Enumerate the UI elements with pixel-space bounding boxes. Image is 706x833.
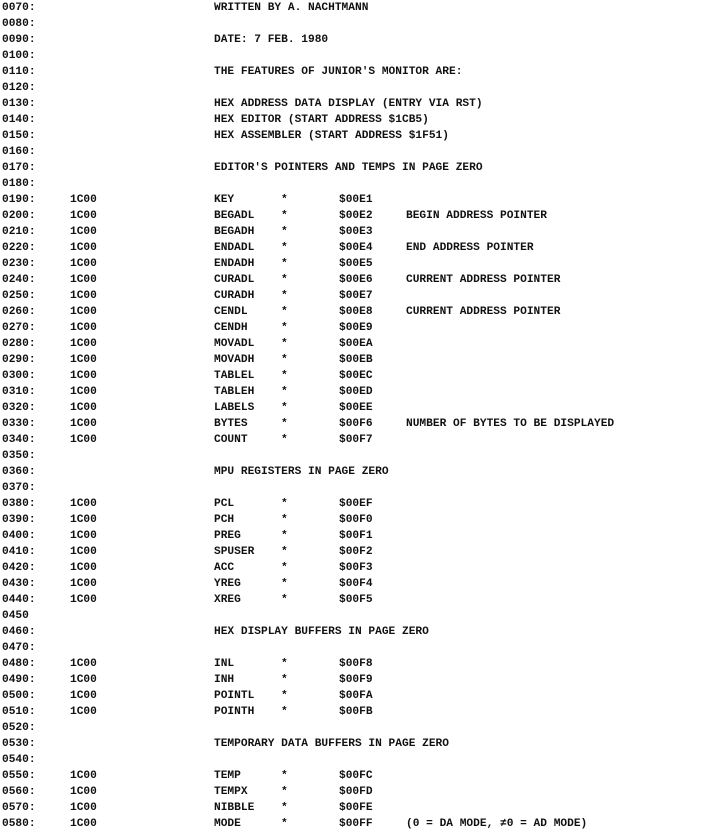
line-number: 0470: [2, 642, 36, 654]
symbol-label: XREG [214, 594, 241, 606]
load-address: 1C00 [70, 242, 97, 254]
line-number: 0290: [2, 354, 36, 366]
symbol-value: $00F3 [339, 562, 373, 574]
equate-star: * [281, 338, 288, 350]
line-number: 0430: [2, 578, 36, 590]
line-number: 0380: [2, 498, 36, 510]
equate-star: * [281, 562, 288, 574]
symbol-value: $00E7 [339, 290, 373, 302]
load-address: 1C00 [70, 530, 97, 542]
line-number: 0360: [2, 466, 36, 478]
line-number: 0490: [2, 674, 36, 686]
load-address: 1C00 [70, 786, 97, 798]
line-comment: BEGIN ADDRESS POINTER [406, 210, 547, 222]
line-number: 0220: [2, 242, 36, 254]
symbol-value: $00E5 [339, 258, 373, 270]
symbol-label: BEGADL [214, 210, 255, 222]
symbol-label: LABELS [214, 402, 255, 414]
line-number: 0560: [2, 786, 36, 798]
symbol-value: $00FD [339, 786, 373, 798]
load-address: 1C00 [70, 194, 97, 206]
line-comment: END ADDRESS POINTER [406, 242, 534, 254]
line-number: 0310: [2, 386, 36, 398]
line-number: 0280: [2, 338, 36, 350]
equate-star: * [281, 594, 288, 606]
symbol-label: CENDH [214, 322, 248, 334]
load-address: 1C00 [70, 306, 97, 318]
comment-text: TEMPORARY DATA BUFFERS IN PAGE ZERO [214, 738, 449, 750]
load-address: 1C00 [70, 690, 97, 702]
line-number: 0450 [2, 610, 29, 622]
line-number: 0270: [2, 322, 36, 334]
equate-star: * [281, 706, 288, 718]
symbol-value: $00E4 [339, 242, 373, 254]
line-number: 0460: [2, 626, 36, 638]
line-number: 0300: [2, 370, 36, 382]
symbol-label: CURADH [214, 290, 255, 302]
line-number: 0330: [2, 418, 36, 430]
line-number: 0510: [2, 706, 36, 718]
symbol-label: TEMP [214, 770, 241, 782]
equate-star: * [281, 546, 288, 558]
load-address: 1C00 [70, 514, 97, 526]
line-number: 0130: [2, 98, 36, 110]
equate-star: * [281, 354, 288, 366]
comment-text: HEX ASSEMBLER (START ADDRESS $1F51) [214, 130, 449, 142]
equate-star: * [281, 402, 288, 414]
equate-star: * [281, 370, 288, 382]
equate-star: * [281, 306, 288, 318]
equate-star: * [281, 418, 288, 430]
symbol-value: $00F8 [339, 658, 373, 670]
symbol-value: $00F6 [339, 418, 373, 430]
comment-text: THE FEATURES OF JUNIOR'S MONITOR ARE: [214, 66, 463, 78]
symbol-value: $00F9 [339, 674, 373, 686]
line-comment: CURRENT ADDRESS POINTER [406, 274, 561, 286]
load-address: 1C00 [70, 418, 97, 430]
comment-text: DATE: 7 FEB. 1980 [214, 34, 329, 46]
line-number: 0150: [2, 130, 36, 142]
symbol-value: $00FE [339, 802, 373, 814]
symbol-label: COUNT [214, 434, 248, 446]
line-number: 0420: [2, 562, 36, 574]
load-address: 1C00 [70, 498, 97, 510]
symbol-value: $00EC [339, 370, 373, 382]
line-number: 0570: [2, 802, 36, 814]
line-number: 0070: [2, 2, 36, 14]
load-address: 1C00 [70, 546, 97, 558]
symbol-label: BYTES [214, 418, 248, 430]
load-address: 1C00 [70, 370, 97, 382]
line-number: 0180: [2, 178, 36, 190]
line-number: 0500: [2, 690, 36, 702]
symbol-value: $00E8 [339, 306, 373, 318]
symbol-label: ENDADL [214, 242, 255, 254]
comment-text: MPU REGISTERS IN PAGE ZERO [214, 466, 389, 478]
symbol-value: $00E1 [339, 194, 373, 206]
symbol-value: $00F7 [339, 434, 373, 446]
symbol-value: $00FA [339, 690, 373, 702]
line-number: 0340: [2, 434, 36, 446]
load-address: 1C00 [70, 322, 97, 334]
symbol-value: $00F5 [339, 594, 373, 606]
equate-star: * [281, 210, 288, 222]
symbol-label: KEY [214, 194, 235, 206]
line-number: 0100: [2, 50, 36, 62]
line-number: 0210: [2, 226, 36, 238]
symbol-value: $00EB [339, 354, 373, 366]
line-number: 0400: [2, 530, 36, 542]
load-address: 1C00 [70, 258, 97, 270]
comment-text: EDITOR'S POINTERS AND TEMPS IN PAGE ZERO [214, 162, 483, 174]
load-address: 1C00 [70, 594, 97, 606]
line-number: 0370: [2, 482, 36, 494]
symbol-value: $00F2 [339, 546, 373, 558]
line-number: 0140: [2, 114, 36, 126]
symbol-value: $00F0 [339, 514, 373, 526]
equate-star: * [281, 818, 288, 830]
symbol-label: TABLEH [214, 386, 255, 398]
load-address: 1C00 [70, 674, 97, 686]
line-number: 0440: [2, 594, 36, 606]
symbol-label: NIBBLE [214, 802, 255, 814]
equate-star: * [281, 578, 288, 590]
symbol-label: PREG [214, 530, 241, 542]
equate-star: * [281, 290, 288, 302]
equate-star: * [281, 258, 288, 270]
line-number: 0080: [2, 18, 36, 30]
symbol-label: TABLEL [214, 370, 255, 382]
load-address: 1C00 [70, 818, 97, 830]
line-number: 0200: [2, 210, 36, 222]
symbol-label: CENDL [214, 306, 248, 318]
symbol-label: CURADL [214, 274, 255, 286]
load-address: 1C00 [70, 274, 97, 286]
comment-text: WRITTEN BY A. NACHTMANN [214, 2, 369, 14]
load-address: 1C00 [70, 658, 97, 670]
symbol-value: $00F1 [339, 530, 373, 542]
load-address: 1C00 [70, 210, 97, 222]
symbol-value: $00FF [339, 818, 373, 830]
equate-star: * [281, 242, 288, 254]
symbol-value: $00FC [339, 770, 373, 782]
symbol-value: $00EE [339, 402, 373, 414]
symbol-label: MOVADH [214, 354, 255, 366]
symbol-label: TEMPX [214, 786, 248, 798]
line-number: 0260: [2, 306, 36, 318]
line-comment: NUMBER OF BYTES TO BE DISPLAYED [406, 418, 615, 430]
load-address: 1C00 [70, 338, 97, 350]
symbol-value: $00ED [339, 386, 373, 398]
load-address: 1C00 [70, 226, 97, 238]
equate-star: * [281, 770, 288, 782]
symbol-label: MOVADL [214, 338, 255, 350]
line-comment: (0 = DA MODE, ≠0 = AD MODE) [406, 818, 588, 830]
line-number: 0160: [2, 146, 36, 158]
symbol-label: ACC [214, 562, 235, 574]
symbol-label: PCH [214, 514, 235, 526]
equate-star: * [281, 658, 288, 670]
line-number: 0580: [2, 818, 36, 830]
symbol-label: ENDADH [214, 258, 255, 270]
load-address: 1C00 [70, 290, 97, 302]
symbol-value: $00EA [339, 338, 373, 350]
line-number: 0090: [2, 34, 36, 46]
symbol-value: $00E3 [339, 226, 373, 238]
comment-text: HEX EDITOR (START ADDRESS $1CB5) [214, 114, 429, 126]
symbol-label: MODE [214, 818, 241, 830]
line-number: 0540: [2, 754, 36, 766]
symbol-label: POINTL [214, 690, 255, 702]
symbol-label: POINTH [214, 706, 255, 718]
equate-star: * [281, 802, 288, 814]
symbol-label: INH [214, 674, 235, 686]
line-number: 0170: [2, 162, 36, 174]
comment-text: HEX DISPLAY BUFFERS IN PAGE ZERO [214, 626, 429, 638]
symbol-value: $00E2 [339, 210, 373, 222]
equate-star: * [281, 194, 288, 206]
load-address: 1C00 [70, 434, 97, 446]
equate-star: * [281, 674, 288, 686]
symbol-value: $00E9 [339, 322, 373, 334]
line-number: 0120: [2, 82, 36, 94]
symbol-value: $00E6 [339, 274, 373, 286]
line-number: 0410: [2, 546, 36, 558]
line-number: 0250: [2, 290, 36, 302]
symbol-value: $00EF [339, 498, 373, 510]
line-number: 0350: [2, 450, 36, 462]
comment-text: HEX ADDRESS DATA DISPLAY (ENTRY VIA RST) [214, 98, 483, 110]
line-number: 0230: [2, 258, 36, 270]
equate-star: * [281, 786, 288, 798]
load-address: 1C00 [70, 562, 97, 574]
load-address: 1C00 [70, 770, 97, 782]
symbol-label: PCL [214, 498, 235, 510]
line-number: 0190: [2, 194, 36, 206]
line-number: 0480: [2, 658, 36, 670]
line-comment: CURRENT ADDRESS POINTER [406, 306, 561, 318]
load-address: 1C00 [70, 386, 97, 398]
equate-star: * [281, 226, 288, 238]
load-address: 1C00 [70, 706, 97, 718]
load-address: 1C00 [70, 578, 97, 590]
line-number: 0240: [2, 274, 36, 286]
line-number: 0530: [2, 738, 36, 750]
line-number: 0520: [2, 722, 36, 734]
symbol-value: $00F4 [339, 578, 373, 590]
symbol-label: BEGADH [214, 226, 255, 238]
line-number: 0320: [2, 402, 36, 414]
symbol-label: YREG [214, 578, 241, 590]
line-number: 0390: [2, 514, 36, 526]
equate-star: * [281, 274, 288, 286]
equate-star: * [281, 434, 288, 446]
line-number: 0550: [2, 770, 36, 782]
equate-star: * [281, 514, 288, 526]
equate-star: * [281, 690, 288, 702]
symbol-label: INL [214, 658, 235, 670]
equate-star: * [281, 386, 288, 398]
line-number: 0110: [2, 66, 36, 78]
equate-star: * [281, 530, 288, 542]
symbol-label: SPUSER [214, 546, 255, 558]
load-address: 1C00 [70, 802, 97, 814]
symbol-value: $00FB [339, 706, 373, 718]
equate-star: * [281, 498, 288, 510]
equate-star: * [281, 322, 288, 334]
load-address: 1C00 [70, 354, 97, 366]
load-address: 1C00 [70, 402, 97, 414]
